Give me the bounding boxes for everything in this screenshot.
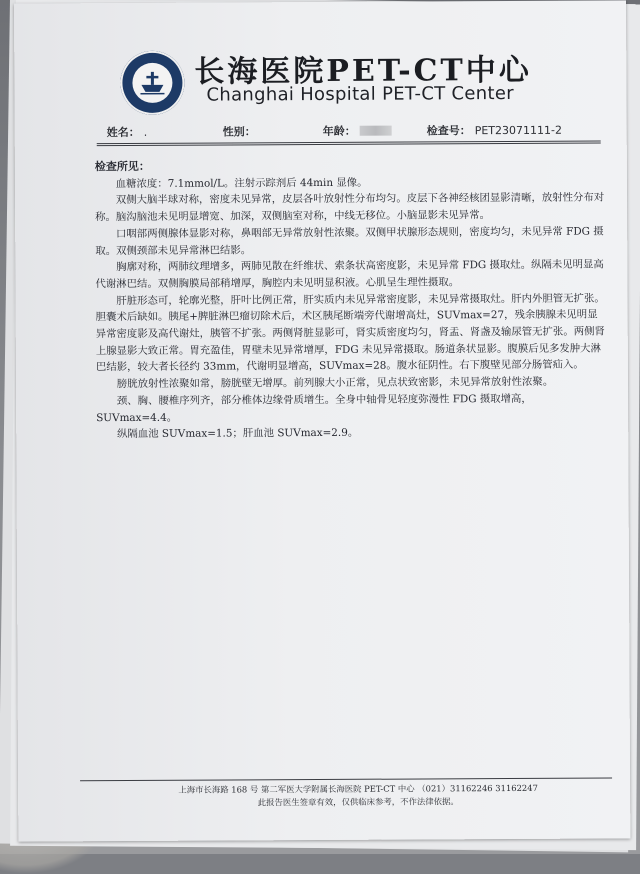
finding-paragraph: 胸廓对称，两肺纹理增多，两肺见散在纤维状、索条状高密度影，未见异常 FDG 摄取灶。纵隔未见明显高代谢淋巴结。双侧胸膜局部稍增厚，胸腔内未见明显积液。心肌呈生理性摄取。 — [95, 258, 604, 291]
patient-age-field — [323, 123, 392, 139]
exam-number-label: 检查号： — [426, 124, 471, 138]
finding-paragraph: 口咽部两侧腺体显影对称，鼻咽部无异常放射性浓聚。双侧甲状腺形态规则，密度均匀，未见异常 FDG 摄取。双侧颈部未见异常淋巴结影。 — [95, 225, 604, 257]
patient-name-field — [107, 124, 148, 140]
finding-paragraph: 颈、胸、腰椎序列齐，部分椎体边缘骨质增生。全身中轴骨见轻度弥漫性 FDG 摄取增高，SUVmax=4.4。 — [96, 392, 532, 424]
patient-name-label: 姓名： — [106, 125, 140, 140]
patient-sex-field — [223, 123, 256, 139]
patient-age-label: 年龄： — [322, 124, 356, 138]
ship-emblem-icon — [138, 70, 166, 96]
center-title-chinese: 长海医院PET-CT中心 — [194, 52, 532, 90]
finding-paragraph: 双侧大脑半球对称，密度未见异常，皮层各叶放射性分布均匀。皮层下各神经核团显影清晰，放射性分布对称。脑沟脑池未见明显增宽、加深，双侧脑室对称，中线无移位。小脑显影未见异常。 — [95, 191, 605, 224]
exam-number-value: PET23071111-2 — [474, 123, 562, 138]
redacted-age — [360, 126, 392, 136]
patient-sex-label: 性别： — [222, 125, 256, 139]
finding-paragraph: 血糖浓度：7.1mmol/L。注射示踪剂后 44min 显像。 — [115, 176, 368, 190]
finding-paragraph: 肝脏形态可，轮廓光整，肝叶比例正常，肝实质内未见异常密度影，未见异常摄取灶。肝内外胆管无扩张。胆囊术后缺如。胰尾+脾脏淋巴瘤切除术后，术区胰尾断端旁代谢增高灶，SUVmax=27，残余胰腺未见明显异常密度影及高代谢灶，胰管不扩张。两侧肾脏显影可，肾实质密度均匀，肾盂、肾盏及输尿管无扩张。两侧肾上腺显影大致正常。胃充盈佳，胃壁未见异常增厚，FDG 未见异常摄取。肠道条状显影。腹膜后见多发肿大淋巴结影，较大者长径约 33mm，代谢明显增高，SUVmax=28。腹水征阴性。右下腹壁见部分肠管疝入。 — [95, 292, 605, 374]
footer-divider — [80, 777, 612, 781]
finding-paragraph: 纵隔血池 SUVmax=1.5；肝血池 SUVmax=2.9。 — [117, 427, 359, 441]
finding-paragraph: 膀胱放射性浓聚如常，膀胱壁无增厚。前列腺大小正常，见点状致密影，未见异常放射性浓聚。 — [116, 375, 554, 391]
report-page — [14, 0, 630, 841]
findings-section — [95, 157, 606, 444]
exam-number-field — [427, 122, 562, 139]
patient-name-value: . — [143, 125, 148, 139]
footer-disclaimer: 此报告医生签章有效，仅供临床参考，不作法律依据。 — [257, 796, 459, 808]
hospital-emblem-icon — [120, 51, 184, 115]
footer-address: 上海市长海路 168 号 第二军医大学附属长海医院 PET-CT 中心 （021）31162246 31162247 — [178, 782, 538, 795]
center-title-english: Changhai Hospital PET-CT Center — [206, 82, 514, 106]
findings-title: 检查所见： — [94, 159, 150, 174]
